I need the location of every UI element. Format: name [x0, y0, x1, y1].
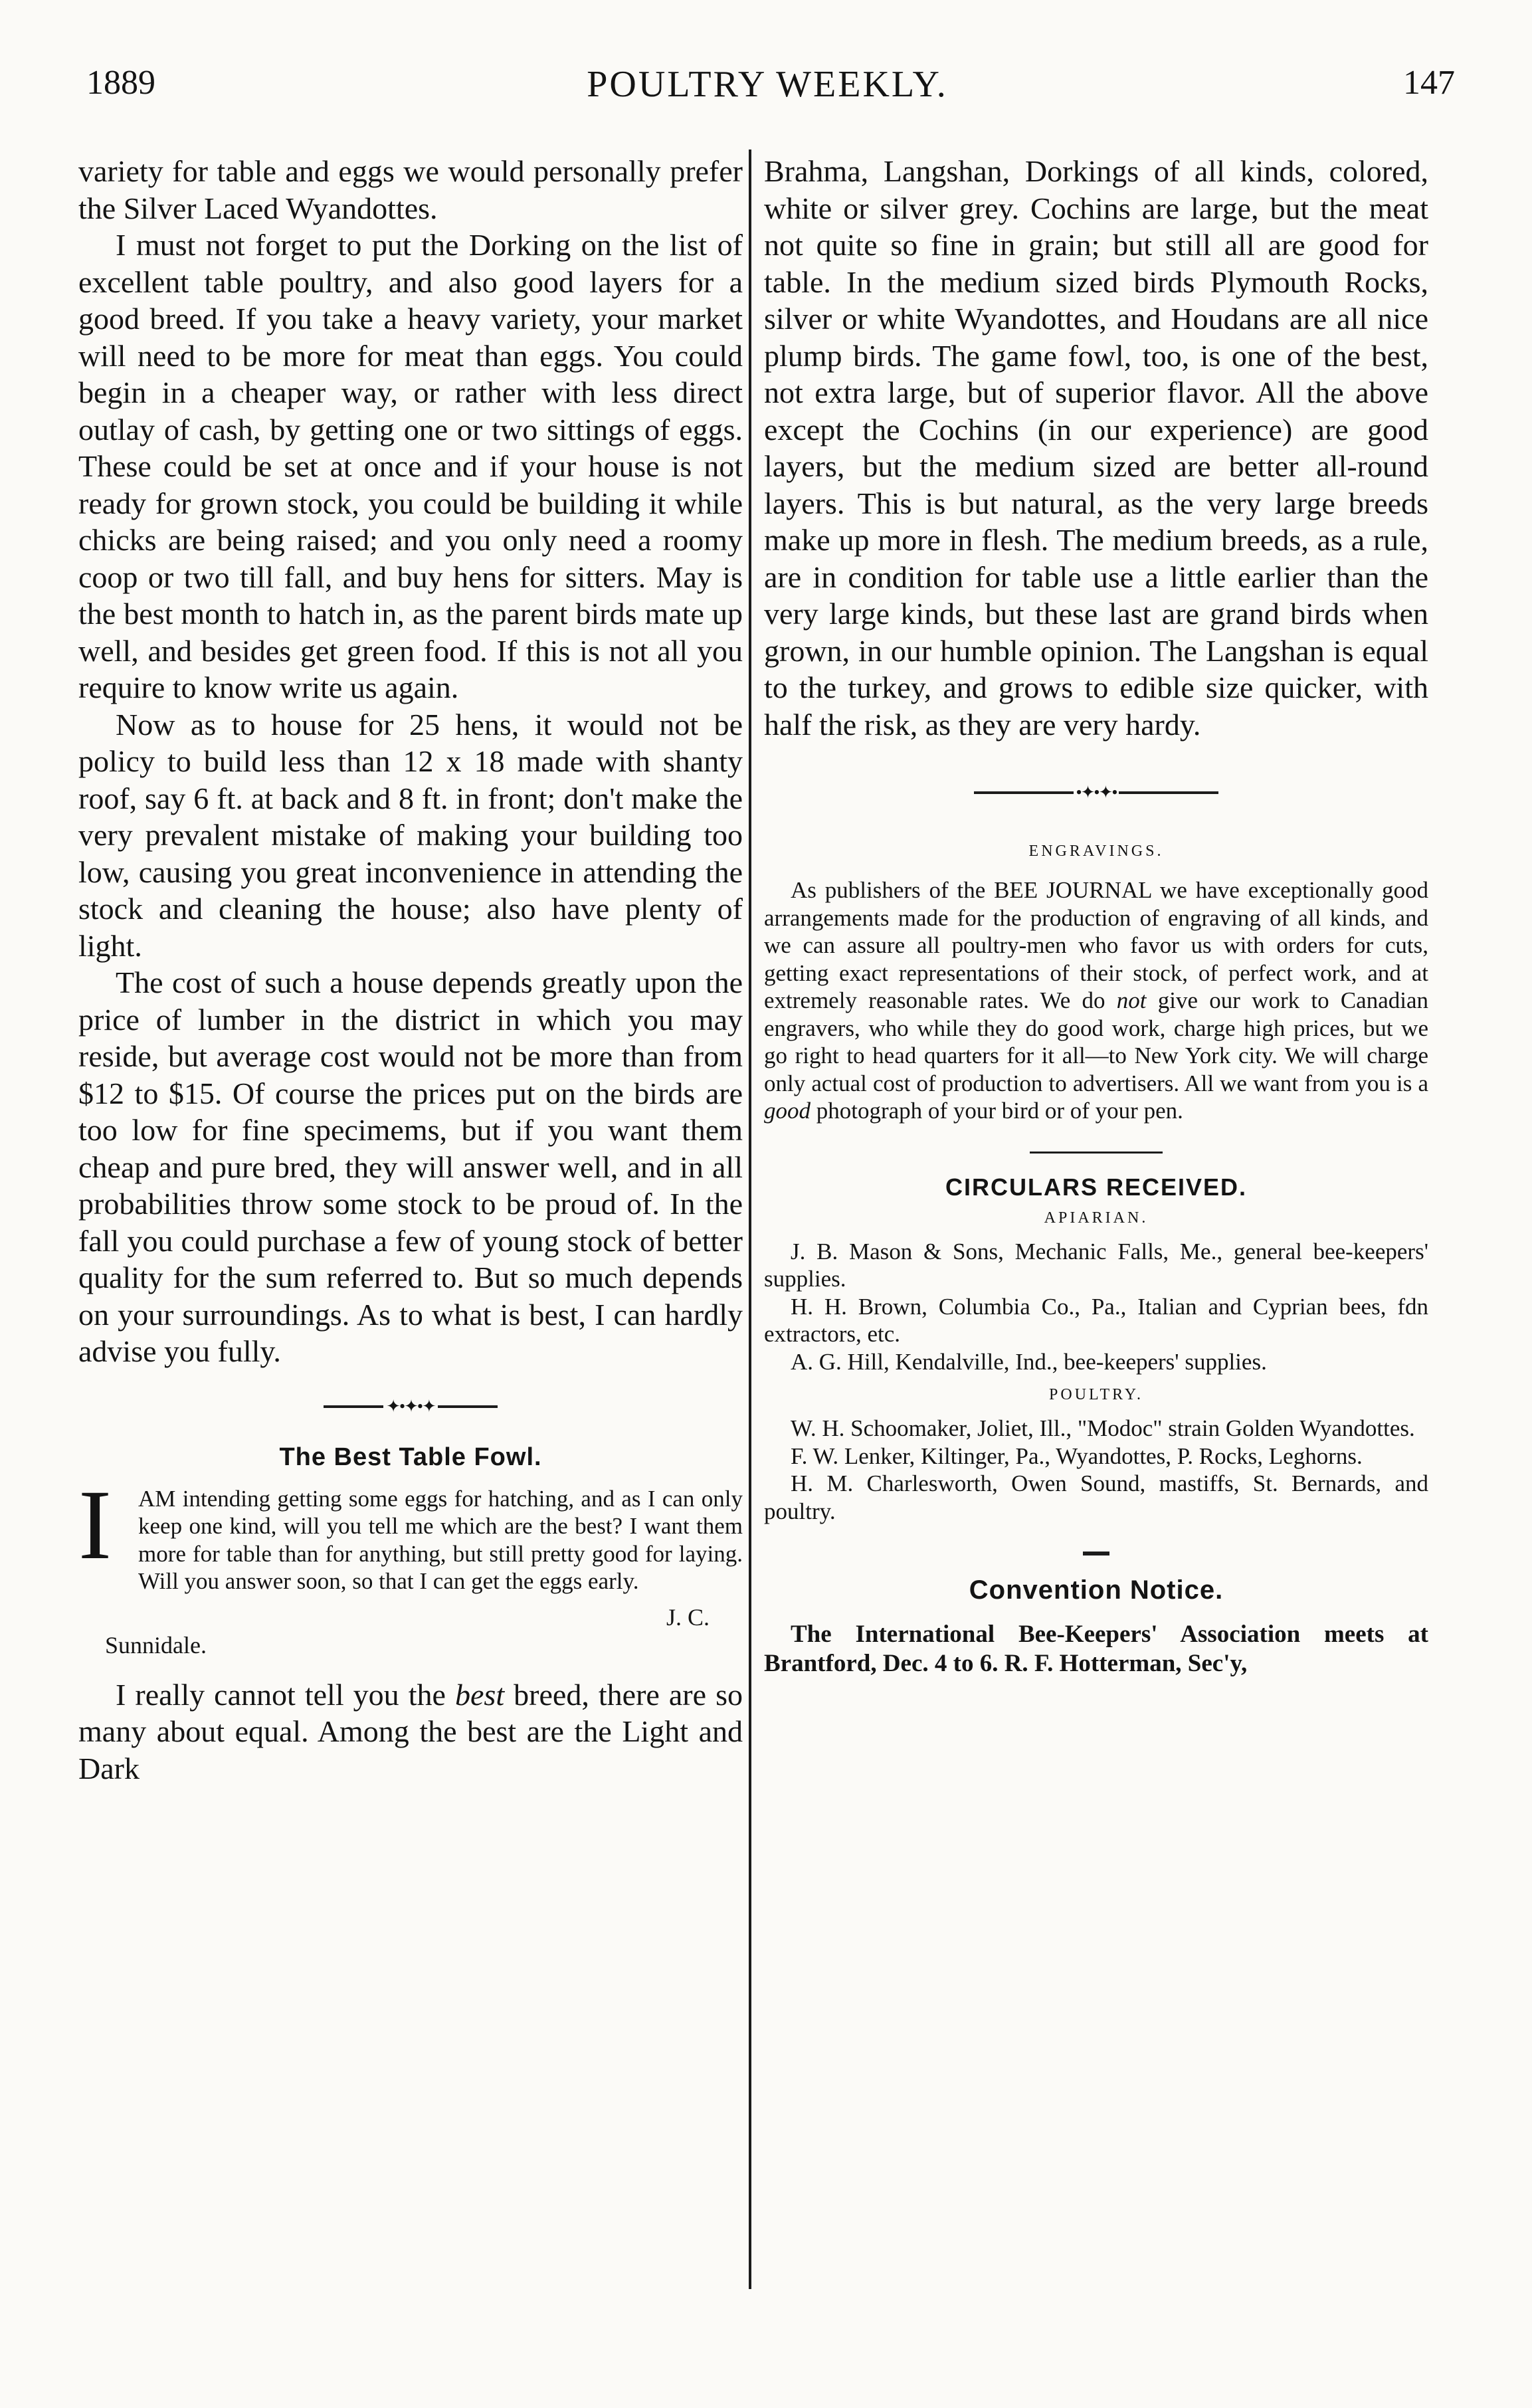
poultry-item-1: W. H. Schoomaker, Joliet, Ill., "Modoc" strain Golden Wyandottes. — [791, 1415, 1415, 1441]
right-paragraph-1: Brahma, Langshan, Dorkings of all kinds, colored, white or silver grey. Cochins are large, but the meat not quite so fine in grain; but still all are good for table. In the medium sized birds Plymouth Rocks, silver or white Wyandottes, and Houdans are all nice plump birds. The game fowl, too, is one of the best, not extra large, but of superior flavor. All the above except the Cochins (in our experience) are good layers, but the medium sized are better all-round layers. This is but natural, as the very large breeds make up more in flesh. The medium breeds, as a rule, are in condition for table use a little earlier than the very large kinds, but these last are grand birds when grown, in our humble opinion. The Langshan is equal to the turkey, and grows to edible size quicker, with half the risk, as they are very hardy. — [764, 154, 1428, 742]
letter-text: AM intending getting some eggs for hatching, and as I can only keep one kind, will you tell me which are the best? I want them more for table than for anything, but still pretty good for laying. Will you answer soon, so that I can get the eggs early. — [138, 1485, 743, 1594]
letter-dropcap: I — [78, 1469, 112, 1580]
column-divider — [749, 150, 751, 2289]
left-paragraph-3: Now as to house for 25 hens, it would not be policy to build less than 12 x 18 made with shanty roof, say 6 ft. at back and 8 ft. in front; don't make the very prevalent mistake of making your building too low, causing you great inconvenience in attending the stock and cleaning the house; also have plenty of light. — [78, 707, 743, 963]
reader-letter — [78, 1469, 743, 1595]
apiarian-item-3: A. G. Hill, Kendalville, Ind., bee-keepers' supplies. — [791, 1348, 1267, 1375]
right-column — [764, 153, 1428, 1678]
engravings-emphasis-good: good — [764, 1098, 811, 1124]
poultry-item-2: F. W. Lenker, Kiltinger, Pa., Wyandottes, P. Rocks, Leghorns. — [791, 1443, 1363, 1469]
section-title-best-table-fowl: The Best Table Fowl. — [279, 1443, 542, 1471]
header-year: 1889 — [86, 64, 155, 102]
reply-emphasis: best — [455, 1677, 505, 1712]
reply-paragraph — [78, 1676, 743, 1787]
left-paragraph-1: variety for table and eggs we would personally prefer the Silver Laced Wyandottes. — [78, 154, 743, 225]
poultry-item-3: H. M. Charlesworth, Owen Sound, mastiffs, St. Bernards, and poultry. — [764, 1470, 1428, 1524]
left-paragraph-2: I must not forget to put the Dorking on the list of excellent table poultry, and also good layers for a good breed. If you take a heavy variety, your market will need to be more for meat than eggs. You could begin in a cheaper way, or rather with less direct outlay of cash, by getting one or two sittings of eggs. These could be set at once and if your house is not ready for grown stock, you could be building it while chicks are being raised; and you only need a roomy coop or two till fall, and buy hens for sitters. May is the best month to hatch in, as the parent birds mate up well, and besides get green food. If this is not all you require to know write us again. — [78, 228, 743, 704]
apiarian-label: APIARIAN. — [1044, 1209, 1149, 1227]
circulars-title: CIRCULARS RECEIVED. — [945, 1173, 1248, 1201]
letter-signature: J. C. — [666, 1603, 710, 1631]
ornament-divider-right: •✦•✦• — [764, 783, 1428, 803]
page-header — [66, 63, 1468, 116]
header-page-number: 147 — [1403, 64, 1455, 102]
short-rule-1 — [1030, 1152, 1163, 1154]
header-title: POULTRY WEEKLY. — [587, 64, 948, 105]
left-column — [78, 153, 743, 1787]
engravings-text-b: give our work to Canadian engravers, who while they do good work, charge high prices, but we go right to head quarters for it all—to New York city. We will charge only actual cost of production to advertisers. All we want from you is a — [764, 987, 1429, 1096]
engravings-title: ENGRAVINGS. — [1028, 843, 1164, 860]
convention-title: Convention Notice. — [969, 1575, 1224, 1605]
apiarian-item-2: H. H. Brown, Columbia Co., Pa., Italian and Cyprian bees, fdn extractors, etc. — [764, 1293, 1428, 1347]
reply-rest: breed, there are so many about equal. Among the best are the Light and Dark — [78, 1677, 743, 1785]
engravings-text-a: As publishers of the BEE JOURNAL we have exceptionally good arrangements made for the production of engraving of all kinds, and we can assure all poultry-men who favor us with orders for cuts, getting exact representations of their stock, of perfect work, and at extremely reasonable rates. We do — [764, 877, 1428, 1013]
reply-start: I really cannot tell you the — [116, 1677, 455, 1712]
apiarian-item-1: J. B. Mason & Sons, Mechanic Falls, Me., general bee-keepers' supplies. — [764, 1238, 1428, 1292]
engravings-text — [764, 876, 1428, 1125]
ornament-divider-left: ✦•✦•✦ — [78, 1397, 743, 1417]
engravings-emphasis-not: not — [1116, 987, 1147, 1013]
convention-text: The International Bee-Keepers' Association meets at Brantford, Dec. 4 to 6. R. F. Hotterman, Sec'y, — [764, 1621, 1428, 1677]
short-rule-2 — [1083, 1552, 1109, 1555]
engravings-text-c: photograph of your bird or of your pen. — [811, 1098, 1183, 1124]
letter-place: Sunnidale. — [105, 1631, 207, 1658]
poultry-label: POULTRY. — [1048, 1386, 1144, 1403]
left-paragraph-4: The cost of such a house depends greatly upon the price of lumber in the district in which you may reside, but average cost would not be more than from $12 to $15. Of course the prices put on the birds are too low for fine specimems, but if you want them cheap and pure bred, they will answer well, and in all probabilities throw some stock to be proud of. In the fall you could purchase a few of young stock of better quality for the sum referred to. But so much depends on your surroundings. As to what is best, I can hardly advise you fully. — [78, 965, 743, 1368]
